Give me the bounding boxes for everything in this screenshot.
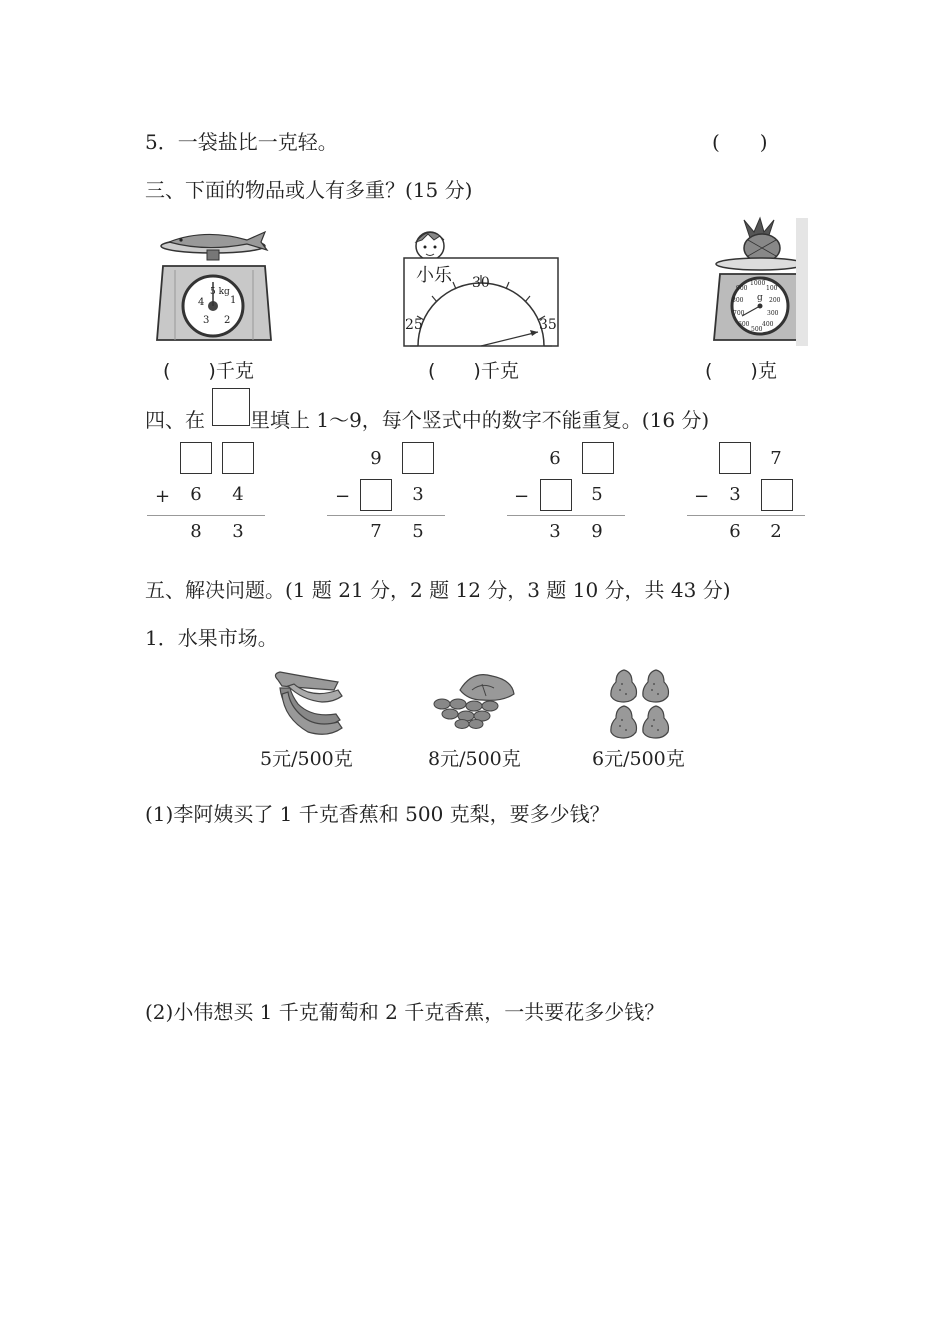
scale3-tick-400: 400: [762, 321, 774, 328]
p3-top-ones-box[interactable]: [582, 442, 614, 474]
section4-title-prefix: 四、在: [145, 408, 205, 432]
scale1-tick-3: 3: [203, 315, 210, 326]
scale3-tick-1000: 1000: [750, 280, 766, 287]
grape-icon: [432, 670, 520, 730]
p3-rule: [507, 515, 625, 516]
p2-rule: [327, 515, 445, 516]
scale3-tick-700: 700: [733, 310, 745, 317]
p4-mid-ones-box[interactable]: [761, 479, 793, 511]
sub-question-2: (2)小伟想买 1 千克葡萄和 2 千克香蕉，一共要花多少钱？: [145, 1000, 665, 1024]
p4-top-ones: 7: [770, 448, 782, 469]
scale3-answer[interactable]: ( )克: [705, 360, 777, 382]
scale3-tick-500: 500: [751, 326, 763, 333]
sub-question-1: (1)李阿姨买了 1 千克香蕉和 500 克梨，要多少钱？: [145, 802, 610, 826]
p1-mid-tens: 6: [190, 484, 202, 505]
scale2-answer[interactable]: ( )千克: [428, 360, 519, 382]
p2-operator: −: [335, 486, 351, 507]
p2-res-tens: 7: [370, 521, 382, 542]
p1-top-ones-box[interactable]: [222, 442, 254, 474]
p3-operator: −: [514, 486, 530, 507]
p2-res-ones: 5: [412, 521, 424, 542]
scale3-tick-800: 800: [732, 297, 744, 304]
p4-res-tens: 6: [729, 521, 741, 542]
scale2-tick-30: 30: [472, 275, 490, 291]
scale1-tick-2: 2: [224, 315, 231, 326]
p3-res-tens: 3: [549, 521, 561, 542]
p3-res-ones: 9: [591, 521, 603, 542]
p4-operator: −: [694, 486, 710, 507]
scale3-tick-100: 100: [766, 285, 778, 292]
scale3-tick-900: 900: [736, 285, 748, 292]
p4-mid-tens: 3: [729, 484, 741, 505]
p1-mid-ones: 4: [232, 484, 244, 505]
p1-operator: +: [155, 486, 171, 507]
section5-title: 五、解决问题。(1 题 21 分，2 题 12 分，3 题 10 分，共 43 分): [145, 578, 731, 602]
scale2-tick-25: 25: [405, 317, 423, 333]
p2-mid-ones: 3: [412, 484, 424, 505]
scale1-center-label: 5 kg: [210, 287, 230, 297]
scale3-tick-300: 300: [767, 310, 779, 317]
p1-rule: [147, 515, 265, 516]
scale2-tick-35: 35: [539, 317, 557, 333]
p1-top-tens-box[interactable]: [180, 442, 212, 474]
scale2-person-name: 小乐: [416, 265, 452, 286]
scale1-tick-1: 1: [230, 295, 237, 306]
p2-top-tens: 9: [370, 448, 382, 469]
section4-title-box-icon: [212, 388, 250, 426]
scale3-unit: g: [757, 293, 763, 303]
pear-price: 6元/500克: [592, 748, 685, 770]
p3-top-tens: 6: [549, 448, 561, 469]
banana-icon: [272, 672, 346, 738]
scale1-tick-4: 4: [198, 297, 205, 308]
section4-title-suffix: 里填上 1～9，每个竖式中的数字不能重复。(16 分): [250, 408, 710, 432]
q5-answer-paren[interactable]: ( ): [712, 130, 768, 154]
scale3-tick-600: 600: [738, 321, 750, 328]
q1-title: 1．水果市场。: [145, 626, 278, 650]
p4-rule: [687, 515, 805, 516]
p3-mid-tens-box[interactable]: [540, 479, 572, 511]
q5-text: 5．一袋盐比一克轻。: [145, 130, 338, 154]
p1-res-tens: 8: [190, 521, 202, 542]
p3-mid-ones: 5: [591, 484, 603, 505]
pear-icon: [608, 666, 674, 740]
banana-price: 5元/500克: [260, 748, 353, 770]
scale1-answer[interactable]: ( )千克: [163, 360, 254, 382]
scale3-tick-200: 200: [769, 297, 781, 304]
p4-top-tens-box[interactable]: [719, 442, 751, 474]
grape-price: 8元/500克: [428, 748, 521, 770]
p2-top-ones-box[interactable]: [402, 442, 434, 474]
p4-res-ones: 2: [770, 521, 782, 542]
section3-title: 三、下面的物品或人有多重？(15 分): [145, 178, 473, 202]
p1-res-ones: 3: [232, 521, 244, 542]
p2-mid-tens-box[interactable]: [360, 479, 392, 511]
